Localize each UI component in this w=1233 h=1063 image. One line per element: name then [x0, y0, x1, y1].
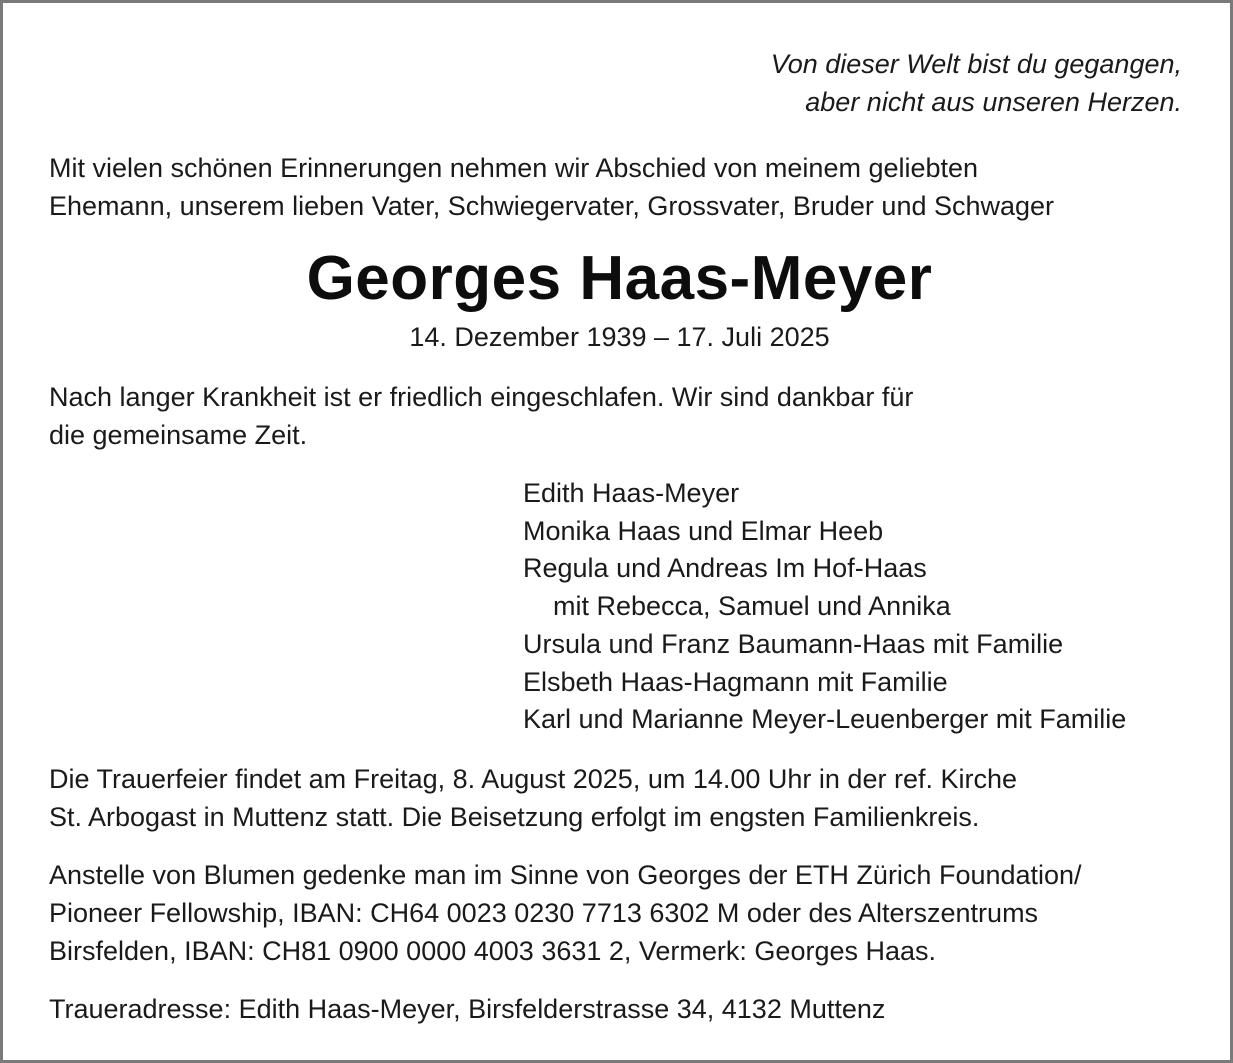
deceased-name: Georges Haas-Meyer [306, 244, 933, 313]
donations-paragraph [49, 856, 1082, 970]
mourner-entry: Monika Haas und Elmar Heeb [523, 515, 884, 546]
address-line: Traueradresse: Edith Haas-Meyer, Birsfelderstrasse 34, 4132 Muttenz [49, 994, 886, 1024]
ceremony-line-2: St. Arbogast in Muttenz statt. Die Beisetzung erfolgt im engsten Familienkreis. [49, 802, 980, 832]
intro-line-1: Mit vielen schönen Erinnerungen nehmen wir Abschied von meinem geliebten [49, 153, 979, 183]
mourners-list [523, 475, 1126, 739]
statement-line-2: die gemeinsame Zeit. [49, 420, 308, 450]
motto-line-1: Von dieser Welt bist du gegangen, [770, 49, 1182, 79]
mourner-entry: Edith Haas-Meyer [523, 478, 740, 508]
intro-line-2: Ehemann, unserem lieben Vater, Schwiegervater, Grossvater, Bruder und Schwager [49, 191, 1055, 221]
mourner-entry: Regula und Andreas Im Hof-Haas [523, 553, 927, 584]
donations-line-3: Birsfelden, IBAN: CH81 0900 0000 4003 3631 2, Vermerk: Georges Haas. [49, 936, 937, 966]
statement-line-1: Nach langer Krankheit ist er friedlich eingeschlafen. Wir sind dankbar für [49, 382, 914, 412]
mourner-entry-children: mit Rebecca, Samuel und Annika [553, 591, 951, 622]
motto-quote [771, 45, 1182, 121]
life-dates: 14. Dezember 1939 – 17. Juli 2025 [409, 322, 830, 352]
donations-line-2: Pioneer Fellowship, IBAN: CH64 0023 0230 7713 6302 M oder des Alterszentrums [49, 898, 1039, 928]
ceremony-line-1: Die Trauerfeier findet am Freitag, 8. August 2025, um 14.00 Uhr in der ref. Kirche [49, 764, 1017, 794]
statement-paragraph [49, 378, 913, 454]
address-paragraph [49, 990, 885, 1028]
donations-line-1: Anstelle von Blumen gedenke man im Sinne von Georges der ETH Zürich Foundation/ [49, 860, 1082, 890]
ceremony-paragraph [49, 760, 1017, 836]
mourner-entry: Karl und Marianne Meyer-Leuenberger mit Familie [523, 704, 1127, 735]
motto-line-2: aber nicht aus unseren Herzen. [805, 87, 1182, 117]
mourner-entry: Ursula und Franz Baumann-Haas mit Familie [523, 628, 1064, 659]
mourner-entry: Elsbeth Haas-Hagmann mit Familie [523, 666, 948, 697]
intro-paragraph [49, 149, 1054, 225]
